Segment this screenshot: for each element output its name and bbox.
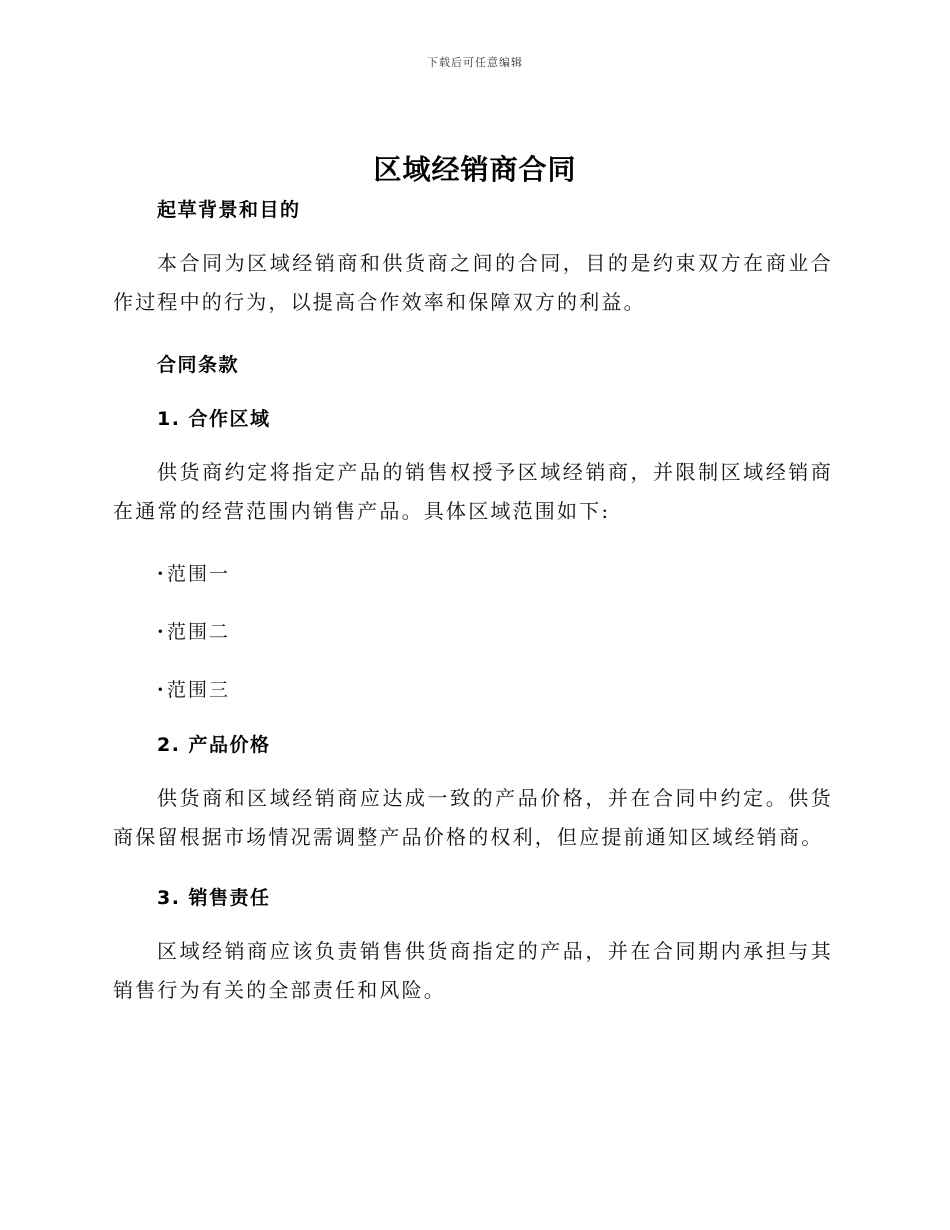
bullet-dot-icon: · [157,563,166,585]
scope-list-item [113,675,833,702]
clause2-heading: 2. 产品价格 [157,734,271,756]
clause3-paragraph: 区域经销商应该负责销售供货商指定的产品，并在合同期内承担与其销售行为有关的全部责任和风险。 [113,939,833,1002]
background-paragraph: 本合同为区域经销商和供货商之间的合同，目的是约束双方在商业合作过程中的行为，以提高合作效率和保障双方的利益。 [113,251,833,314]
scope-item-label: 范围二 [167,621,231,643]
document-title: 区域经销商合同 [373,153,577,186]
clause3-heading: 3. 销售责任 [157,887,271,909]
document-body [113,195,833,1010]
clause1-heading: 1. 合作区域 [157,408,271,430]
background-heading: 起草背景和目的 [157,199,301,221]
bullet-dot-icon: · [157,621,166,643]
scope-item-label: 范围一 [167,563,231,585]
header-note: 下载后可任意编辑 [427,56,523,69]
scope-list-item [113,617,833,644]
scope-list-item [113,559,833,586]
bullet-dot-icon: · [157,679,166,701]
scope-item-label: 范围三 [167,679,231,701]
clause1-paragraph: 供货商约定将指定产品的销售权授予区域经销商，并限制区域经销商在通常的经营范围内销售产品。具体区域范围如下: [113,460,833,523]
clause2-paragraph: 供货商和区域经销商应达成一致的产品价格，并在合同中约定。供货商保留根据市场情况需调整产品价格的权利，但应提前通知区域经销商。 [113,786,833,849]
terms-heading: 合同条款 [157,354,240,376]
